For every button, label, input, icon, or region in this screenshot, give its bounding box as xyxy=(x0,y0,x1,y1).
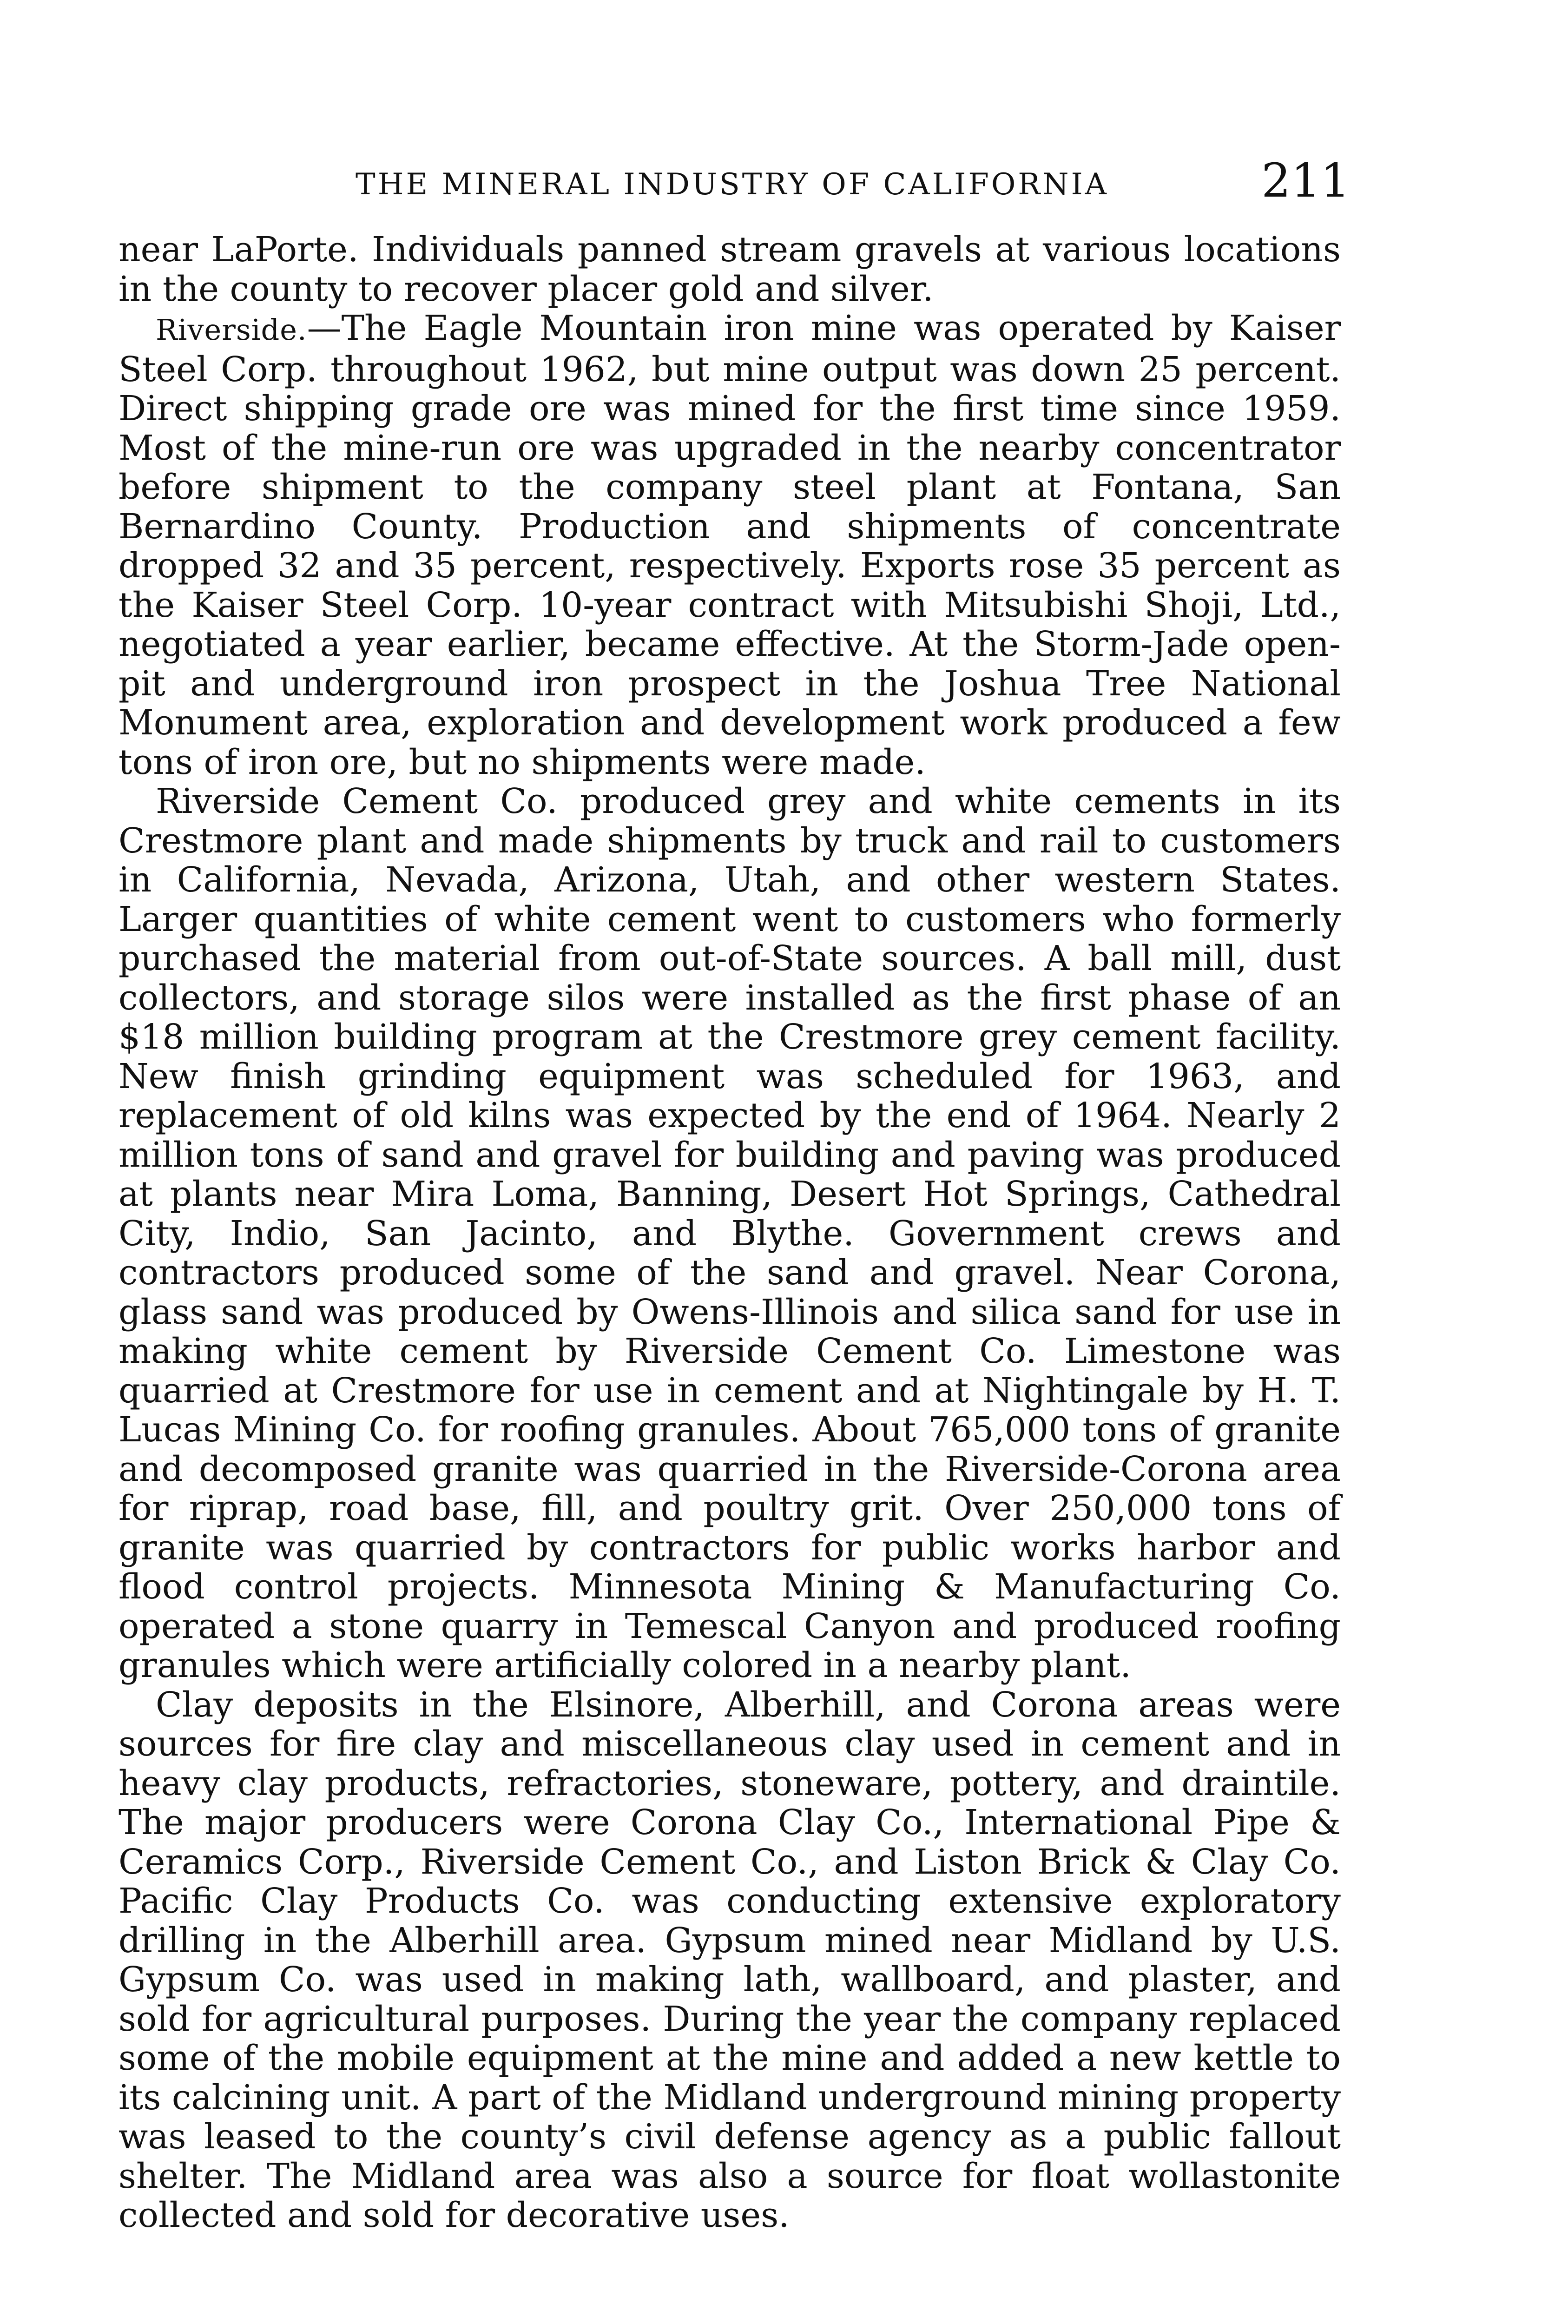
body-text xyxy=(119,230,1341,2235)
paragraph-riverside-cement: Riverside Cement Co. produced grey and white cements in its Crestmore plant and made shipments by truck and rail to customers in California, Nevada, Arizona, Utah, and other western States. Larger quantities of white cement went to customers who formerly purchased the material from out-of-State sources. A ball mill, dust collectors, and storage silos were installed as the first phase of an $18 million building program at the Crestmore grey cement facility. New finish grinding equipment was scheduled for 1963, and replacement of old kilns was expected by the end of 1964. Nearly 2 million tons of sand and gravel for building and paving was produced at plants near Mira Loma, Banning, Desert Hot Springs, Cathedral City, Indio, San Jacinto, and Blythe. Government crews and contractors produced some of the sand and gravel. Near Corona, glass sand was produced by Owens-Illinois and silica sand for use in making white cement by Riverside Cement Co. Limestone was quarried at Crestmore for use in cement and at Nightingale by H. T. Lucas Mining Co. for roofing granules. About 765,000 tons of granite and decomposed granite was quarried in the Riverside-Corona area for riprap, road base, fill, and poultry grit. Over 250,000 tons of granite was quarried by contractors for public works harbor and flood control projects. Minnesota Mining & Manufacturing Co. operated a stone quarry in Temescal Canyon and produced roofing granules which were artificially colored in a nearby plant. xyxy=(119,781,1341,1685)
paragraph-riverside-iron xyxy=(119,309,1341,782)
page-number: 211 xyxy=(1261,153,1350,208)
page-header xyxy=(119,153,1350,214)
paragraph-laporte: near LaPorte. Individuals panned stream gravels at various locations in the county to recover placer gold and silver. xyxy=(119,230,1341,309)
paragraph-riverside-iron-text: —The Eagle Mountain iron mine was operated by Kaiser Steel Corp. throughout 1962, but mine output was down 25 percent. Direct shipping grade ore was mined for the first time since 1959. Most of the mine-run ore was upgraded in the nearby concentrator before shipment to the company steel plant at Fontana, San Bernardino County. Production and shipments of concentrate dropped 32 and 35 percent, respectively. Exports rose 35 percent as the Kaiser Steel Corp. 10-year contract with Mitsubishi Shoji, Ltd., negotiated a year earlier, became effective. At the Storm-Jade open-pit and underground iron prospect in the Joshua Tree National Monument area, exploration and development work produced a few tons of iron ore, but no shipments were made. xyxy=(119,308,1341,782)
section-heading-riverside: Riverside. xyxy=(156,313,307,347)
running-title: THE MINERAL INDUSTRY OF CALIFORNIA xyxy=(356,167,1109,202)
paragraph-clay-deposits: Clay deposits in the Elsinore, Alberhill, and Corona areas were sources for fire clay and miscellaneous clay used in cement and in heavy clay products, refractories, stoneware, pottery, and draintile. The major producers were Corona Clay Co., International Pipe & Ceramics Corp., Riverside Cement Co., and Liston Brick & Clay Co. Pacific Clay Products Co. was conducting extensive exploratory drilling in the Alberhill area. Gypsum mined near Midland by U.S. Gypsum Co. was used in making lath, wallboard, and plaster, and sold for agricultural purposes. During the year the company replaced some of the mobile equipment at the mine and added a new kettle to its calcining unit. A part of the Midland underground mining property was leased to the county’s civil defense agency as a public fallout shelter. The Midland area was also a source for float wollastonite collected and sold for decorative uses. xyxy=(119,1684,1341,2235)
